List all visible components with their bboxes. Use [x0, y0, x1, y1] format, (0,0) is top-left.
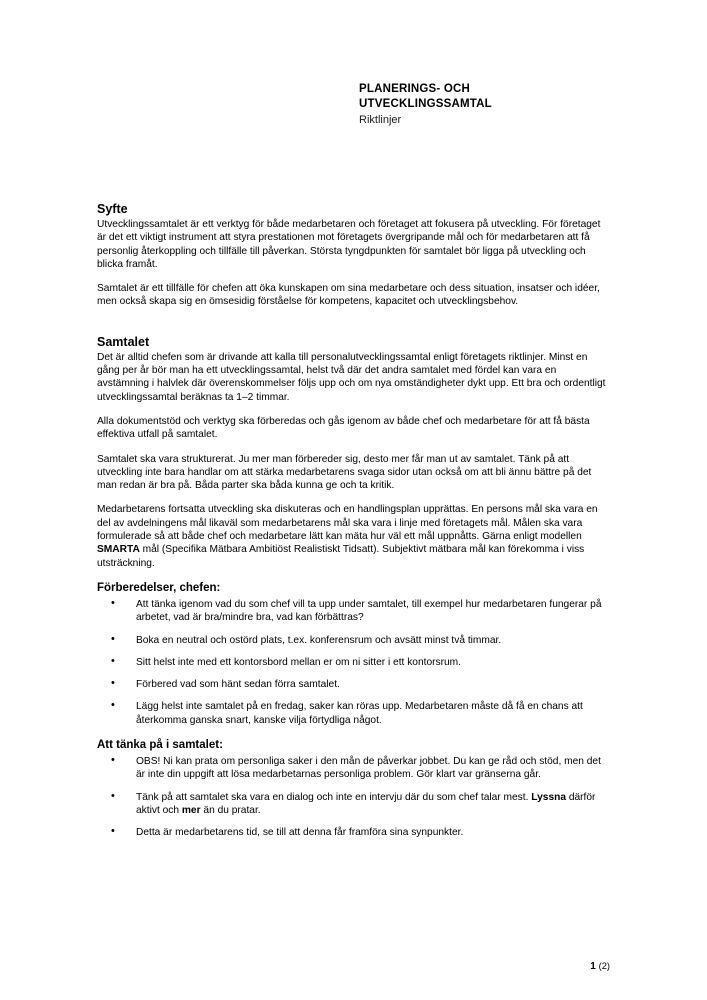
list-item-text-part1: Tänk på att samtalet ska vara en dialog och inte en intervju där du som chef talar mest. [136, 791, 532, 803]
goals-emphasis: SMARTA [97, 544, 140, 556]
document-subtitle: Riktlinjer [359, 114, 402, 126]
during-list [97, 755, 610, 839]
paragraph: Det är alltid chefen som är drivande att kalla till personalutvecklingssamtal enligt företagets riktlinjer. Minst en gång per år bör man ha ett utvecklingssamtal, helst två där det andra samtalet med fördel kan vara en avstämning i halvlek där överenskommelser följs upp och om nya omständigheter dykt upp. Ett bra och ordentligt utvecklingssamtal beräknas ta 1–2 timmar. [97, 351, 606, 403]
list-item-text-part3: än du pratar. [200, 804, 261, 816]
section-syfte [97, 202, 610, 309]
list-item-emphasis-mer: mer [181, 804, 201, 816]
list-item: • Boka en neutral och ostörd plats, t.ex. konferensrum och avsätt minst två timmar. [97, 634, 610, 647]
list-item-text-part2: därför aktivt och [136, 791, 596, 816]
section-forberedelser [97, 582, 610, 727]
document-header [359, 82, 610, 128]
subsection-heading: Förberedelser, chefen: [97, 581, 221, 594]
document-content [97, 82, 610, 852]
prep-list [97, 598, 610, 727]
list-item: • OBS! Ni kan prata om personliga saker i den mån de påverkar jobbet. Du kan ge råd och stöd, men det är inte din uppgift att lösa medarbetarnas personliga problem. Gör klart var gränserna går. [97, 755, 610, 782]
page-number: 1 [590, 961, 596, 972]
page-total: (2) [598, 961, 610, 971]
section-heading: Syfte [97, 202, 128, 216]
list-item: • Detta är medarbetarens tid, se till att denna får framföra sina synpunkter. [97, 826, 610, 839]
document-body [97, 202, 610, 840]
list-item: • Sitt helst inte med ett kontorsbord mellan er om ni sitter i ett kontorsrum. [97, 656, 610, 669]
paragraph-goals [97, 503, 610, 569]
page-footer [590, 961, 610, 972]
section-att-tanka-pa [97, 739, 610, 839]
paragraph: Samtalet är ett tillfälle för chefen att öka kunskapen om sina medarbetare och dess situation, insatser och idéer, men också skapa sig en ömsesidig förståelse för kompetens, kapacitet och utvecklingsbehov. [97, 283, 600, 308]
goals-text-part1: Medarbetarens fortsatta utveckling ska diskuteras och en handlingsplan upprättas. En persons mål ska vara en del av avdelningens mål likaväl som medarbetarens mål ska vara i linje med företagets mål. Målen ska vara formulerade så att både chef och medarbetare lätt kan mäta hur väl ett mål uppnåtts. Gärna enligt modellen [97, 504, 598, 543]
list-item [97, 791, 610, 818]
spacer [97, 321, 610, 335]
document-title-line2: UTVECKLINGSSAMTAL [359, 98, 492, 110]
paragraph: Alla dokumentstöd och verktyg ska förberedas och gås igenom av både chef och medarbetare för att få bästa effektiva utfall på samtalet. [97, 415, 590, 441]
section-samtalet [97, 335, 610, 570]
list-item: • Lägg helst inte samtalet på en fredag, saker kan röras upp. Medarbetaren måste då få en chans att återkomma ganska snart, kanske vilja förtydliga något. [97, 700, 610, 727]
list-item: • Att tänka igenom vad du som chef vill ta upp under samtalet, till exempel hur medarbetaren fungerar på arbetet, vad är bra/mindre bra, vad kan förbättras? [97, 598, 610, 625]
list-item: • Förbered vad som hänt sedan förra samtalet. [97, 678, 610, 691]
paragraph: Utvecklingssamtalet är ett verktyg för både medarbetaren och företaget att fokusera på utveckling. För företaget är det ett viktigt instrument att styra prestationen mot företagets övergripande mål och för medarbetaren att få personlig återkoppling och tillfälle till påverkan. Största tyngdpunkten för samtalet bör ligga på utveckling och blicka framåt. [97, 219, 601, 270]
subsection-heading: Att tänka på i samtalet: [97, 739, 223, 752]
section-heading: Samtalet [97, 334, 150, 349]
document-title-line1: PLANERINGS- OCH [359, 83, 470, 95]
goals-text-part2: mål (Specifika Mätbara Ambitiöst Realistiskt Tidsatt). Subjektivt mätbara mål kan förekomma i viss utsträckning. [97, 544, 585, 569]
paragraph: Samtalet ska vara strukturerat. Ju mer man förbereder sig, desto mer får man ut av samtalet. Tänk på att utveckling inte bara handlar om att stärka medarbetarens svaga sidor utan också om att bli ännu bättre på det man redan är bra på. Båda parter ska båda kunna ge och ta kritik. [97, 453, 592, 492]
list-item-emphasis-lyssna: Lyssna [531, 791, 566, 803]
